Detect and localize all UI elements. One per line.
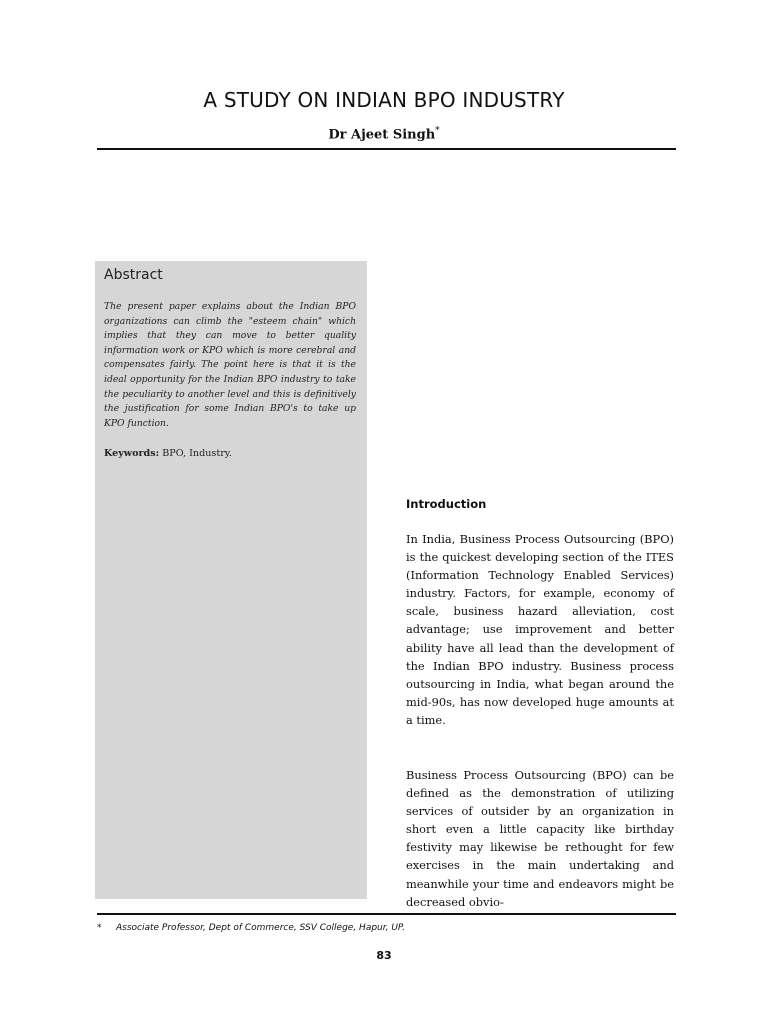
introduction-paragraph: Business Process Outsourcing (BPO) can be defined as the demonstration of utilizing services of outsider by an organization in short even a little capacity like birthday festivity may likewise be rethought for few exercises in the main undertaking and meanwhile your time and endeavors might be decreased obvio- — [406, 768, 674, 909]
abstract-text: The present paper explains about the Indian BPO organizations can climb the "esteem chain" which implies that they can move to better quality information work or KPO which is more cerebral and compensates fairly. The point here is that it is the ideal opportunity for the Indian BPO industry to take the peculiarity to another level and this is definitively the justification for some Indian BPO's to take up KPO function. — [104, 301, 356, 429]
keywords-value: BPO, Industry. — [159, 448, 232, 459]
paper-title: A STUDY ON INDIAN BPO INDUSTRY — [203, 88, 565, 112]
keywords — [104, 448, 356, 459]
introduction-paragraph: In India, Business Process Outsourcing (BPO) is the quickest developing section of the ITES (Information Technology Enabled Services) industry. Factors, for example, economy of scale, business hazard alleviation, cost advantage; use improvement and better ability have all lead than the development of the Indian BPO industry. Business process outsourcing in India, what began around the mid-90s, has now developed huge amounts at a time. — [406, 532, 674, 727]
author-footnote-mark: * — [435, 126, 440, 136]
introduction-heading: Introduction — [406, 497, 487, 511]
author-name: Dr Ajeet Singh — [328, 127, 436, 143]
page-number: 83 — [376, 949, 392, 962]
header-rule — [97, 148, 676, 150]
footnote-text: Associate Professor, Dept of Commerce, SSV College, Hapur, UP. — [116, 923, 405, 933]
footnote-rule — [97, 913, 676, 915]
footnote-mark: * — [97, 923, 102, 933]
author-line — [0, 126, 768, 142]
keywords-label: Keywords: — [104, 448, 160, 459]
abstract-box — [95, 261, 367, 899]
abstract-heading: Abstract — [104, 267, 163, 283]
